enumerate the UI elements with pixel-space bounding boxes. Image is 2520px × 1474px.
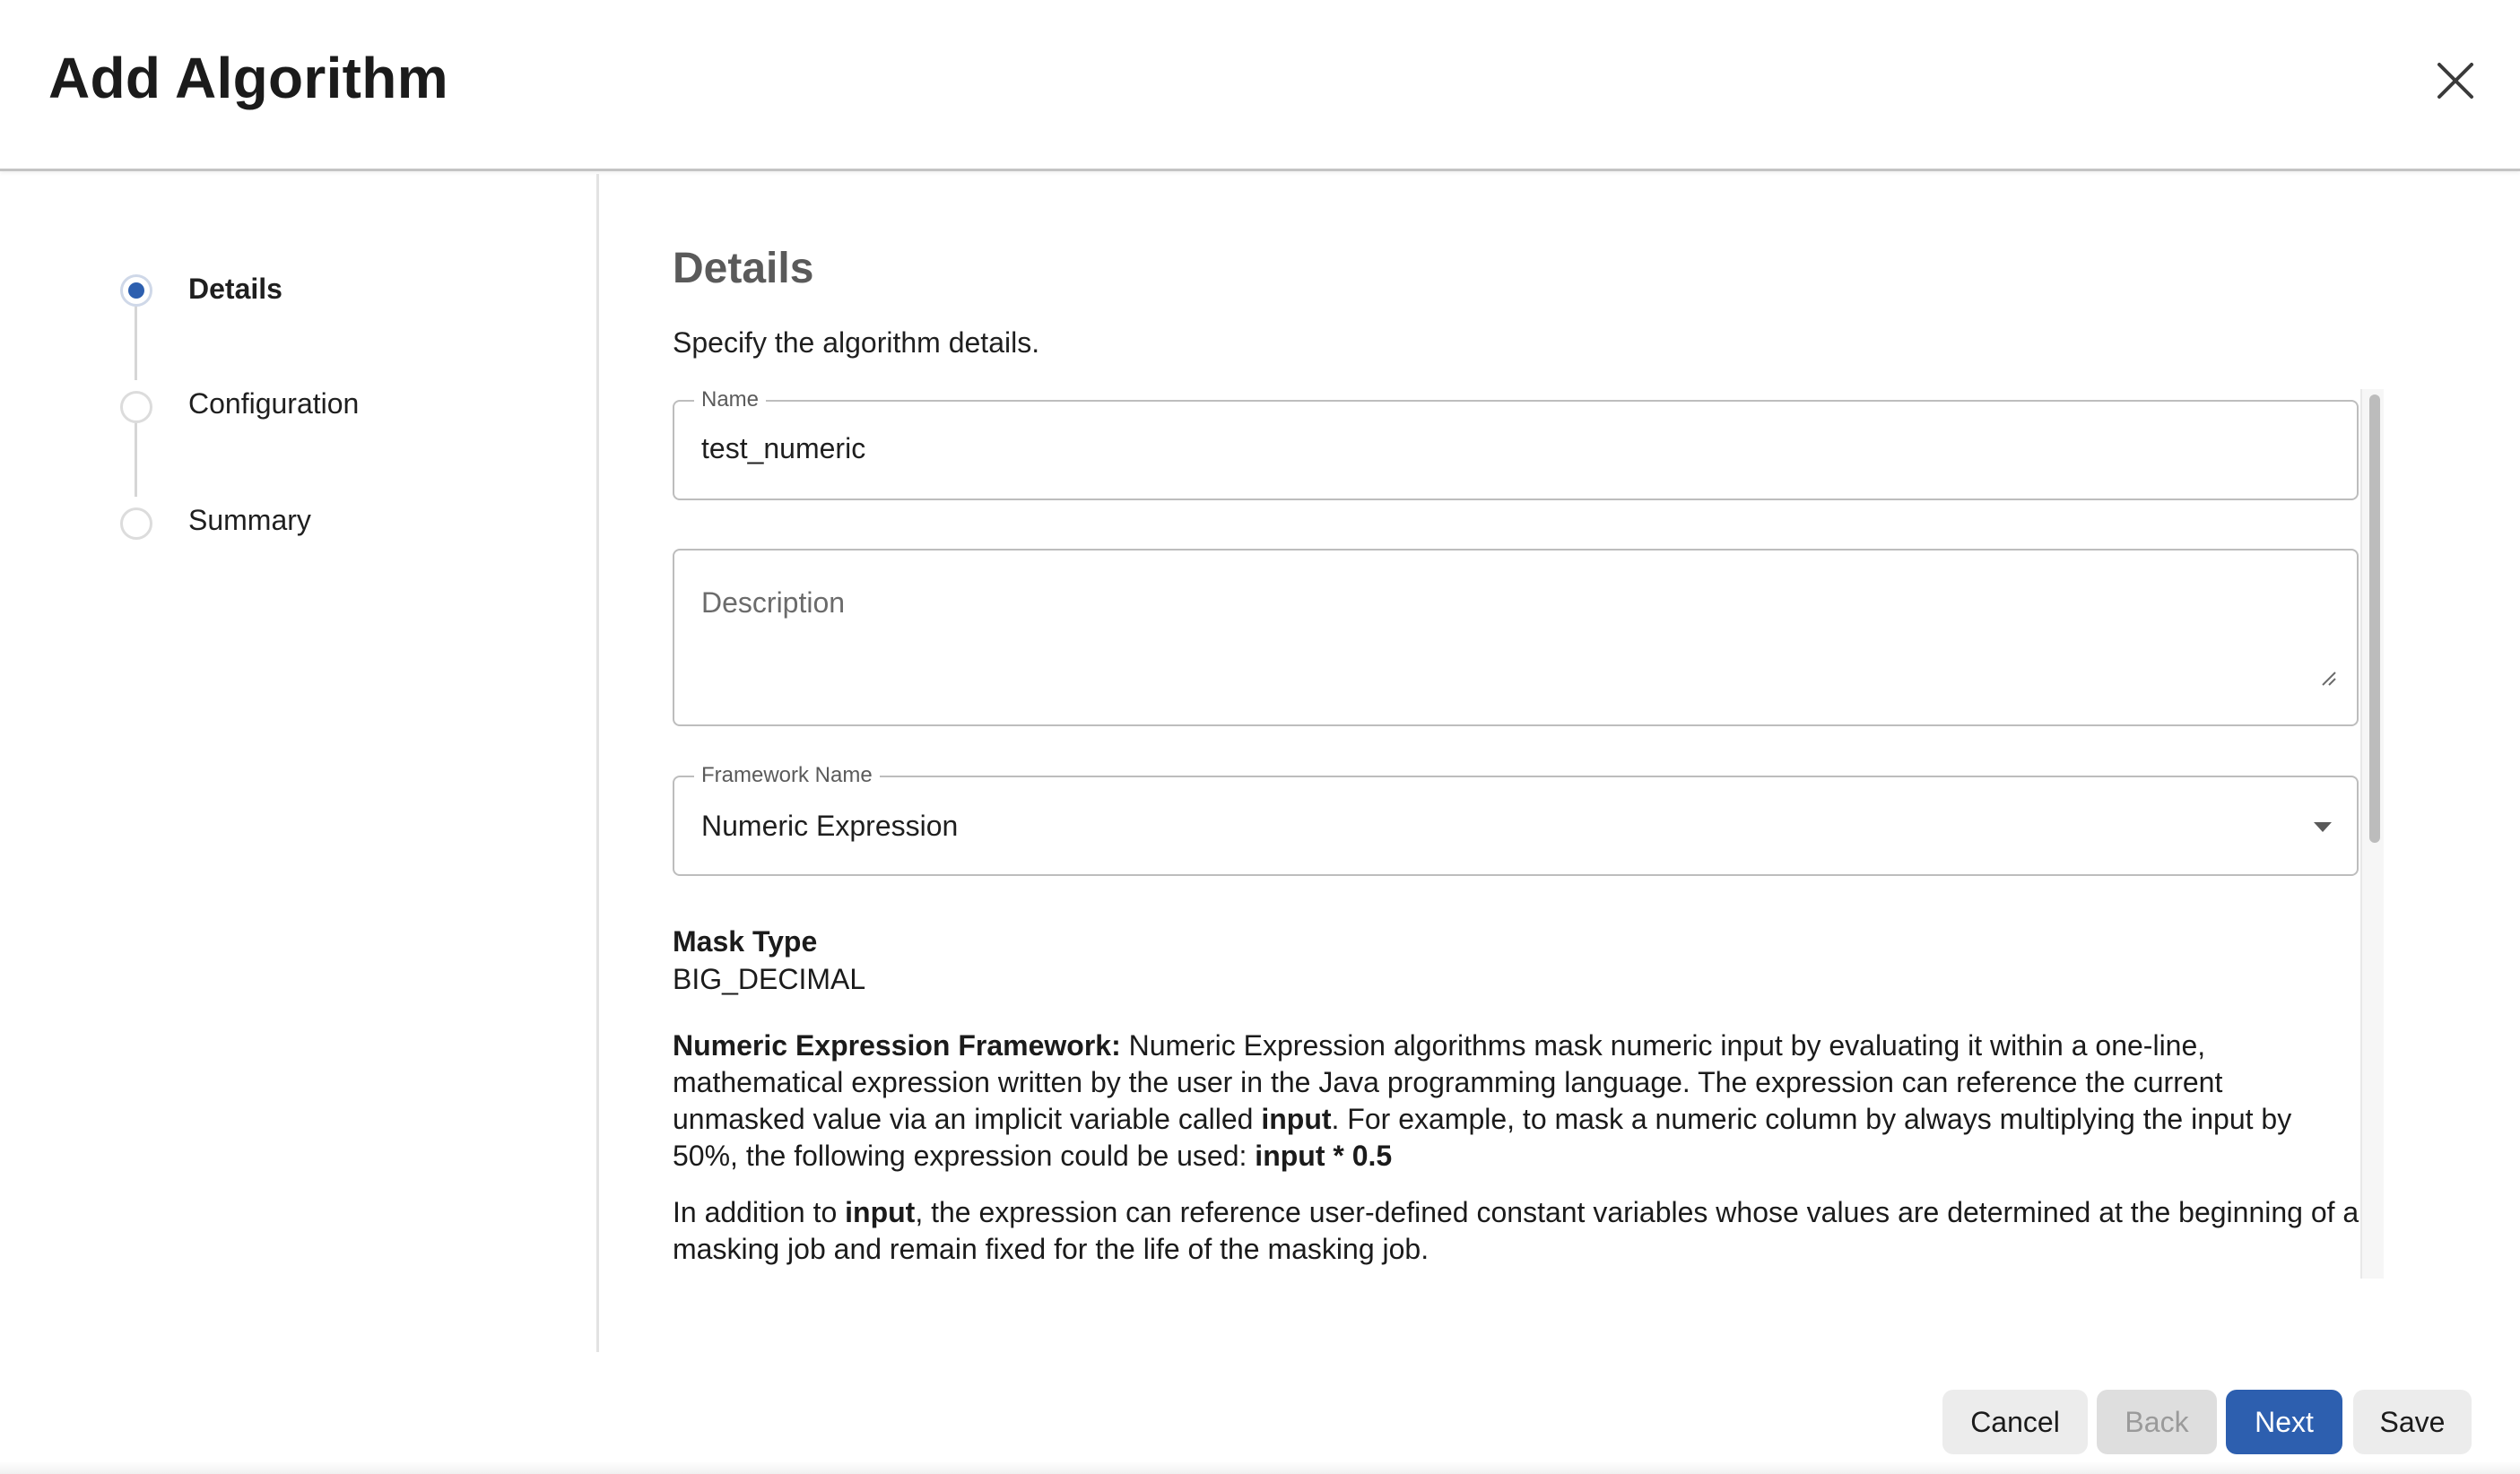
description-field[interactable]	[673, 549, 2359, 726]
framework-description-title: Numeric Expression Framework:	[673, 1029, 1121, 1062]
section-subtitle: Specify the algorithm details.	[673, 326, 1040, 359]
constants-description-text: , the expression can reference user-defined constant variables whose values are determined at the beginning of a masking job and remain fixed for the life of the masking job.	[673, 1196, 2359, 1265]
details-panel	[673, 174, 2385, 1279]
input-variable-name: input	[845, 1196, 916, 1228]
dialog-title: Add Algorithm	[48, 46, 448, 110]
example-expression: input * 0.5	[1255, 1140, 1393, 1172]
content-scrollbar[interactable]	[2360, 389, 2384, 1279]
section-heading: Details	[673, 245, 814, 292]
resize-handle-icon[interactable]	[2321, 671, 2337, 687]
constants-description-text: In addition to	[673, 1196, 846, 1228]
next-button[interactable]: Next	[2226, 1390, 2342, 1454]
framework-description	[673, 1027, 2360, 1175]
framework-description-text: Numeric Expression algorithms mask numeric input by evaluating it within a one-line, mathematical expression written by the user in the Java programming language. The expression can reference the current unmasked value via an implicit variable called	[673, 1029, 2223, 1135]
framework-name-select[interactable]	[673, 763, 2359, 876]
step-label-summary[interactable]: Summary	[188, 504, 311, 536]
name-field-value[interactable]: test_numeric	[701, 432, 866, 464]
constants-description	[673, 1194, 2360, 1268]
step-label-configuration[interactable]: Configuration	[188, 387, 360, 420]
close-icon[interactable]	[2432, 57, 2479, 104]
framework-name-label: Framework Name	[694, 764, 880, 787]
input-variable-name: input	[1261, 1103, 1332, 1135]
save-button[interactable]: Save	[2353, 1390, 2472, 1454]
step-label-details[interactable]: Details	[188, 273, 282, 305]
footer-shadow	[0, 1461, 2520, 1474]
step-indicator-details	[120, 274, 152, 307]
description-field-placeholder: Description	[701, 586, 846, 619]
framework-description-text: . For example, to mask a numeric column by always multiplying the input by 50%, the following expression could be used:	[673, 1103, 2292, 1172]
name-field-label: Name	[694, 388, 766, 412]
framework-name-value[interactable]: Numeric Expression	[701, 810, 959, 842]
stepper	[0, 174, 599, 1352]
back-button[interactable]: Back	[2097, 1390, 2217, 1454]
dialog-header	[0, 0, 2520, 171]
scrollbar-thumb[interactable]	[2369, 395, 2380, 843]
step-indicator-summary	[120, 507, 152, 540]
mask-type-value: BIG_DECIMAL	[673, 963, 866, 995]
name-field[interactable]	[673, 387, 2359, 500]
step-indicator-configuration	[120, 391, 152, 423]
mask-type-label: Mask Type	[673, 925, 818, 958]
cancel-button[interactable]: Cancel	[1942, 1390, 2088, 1454]
chevron-down-icon[interactable]	[2314, 822, 2332, 832]
